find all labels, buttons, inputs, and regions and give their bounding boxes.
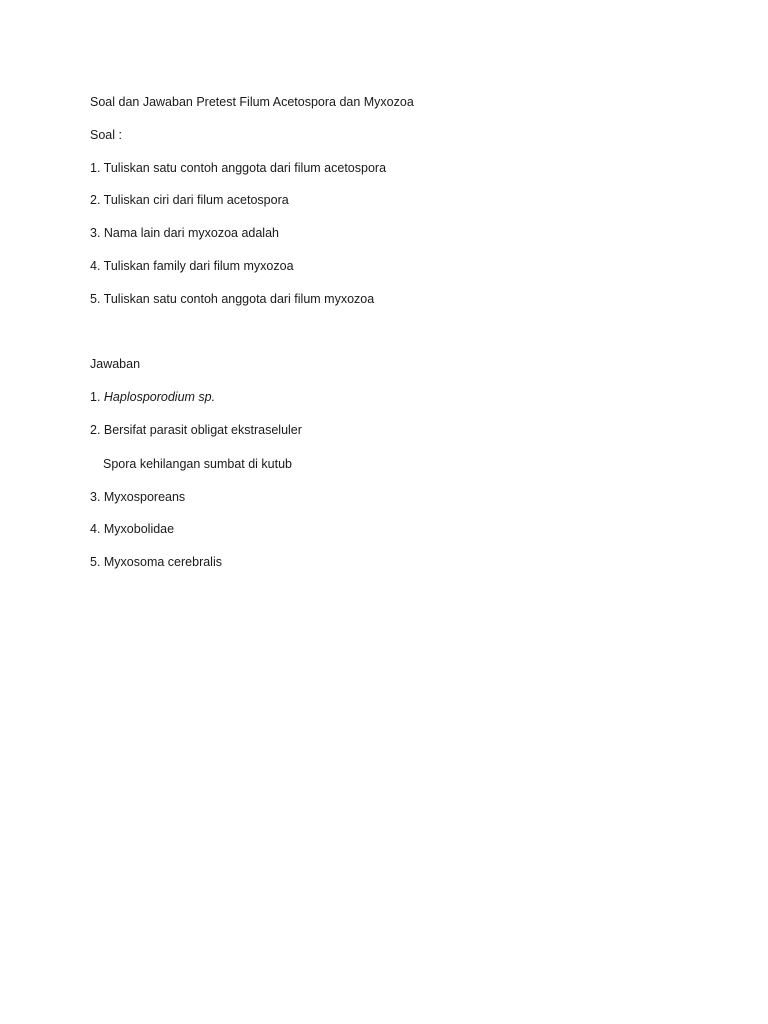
document-title: Soal dan Jawaban Pretest Filum Acetospora dan Myxozoa: [90, 95, 414, 109]
question-4: 4. Tuliskan family dari filum myxozoa: [90, 259, 294, 273]
question-1: 1. Tuliskan satu contoh anggota dari filum acetospora: [90, 161, 387, 175]
answer-1: [90, 389, 215, 405]
answer-2-line-1: 2. Bersifat parasit obligat ekstraseluler: [90, 423, 302, 437]
question-3: 3. Nama lain dari myxozoa adalah: [90, 226, 279, 240]
answer-1-number: 1.: [90, 390, 104, 404]
answer-4: 4. Myxobolidae: [90, 522, 175, 536]
answers-heading: Jawaban: [90, 357, 141, 371]
answer-5: 5. Myxosoma cerebralis: [90, 555, 222, 569]
questions-heading: Soal :: [90, 128, 122, 142]
answer-1-text: Haplosporodium sp.: [103, 390, 216, 404]
answer-3: 3. Myxosporeans: [90, 490, 186, 504]
question-5: 5. Tuliskan satu contoh anggota dari filum myxozoa: [90, 292, 375, 306]
answer-2-line-2: Spora kehilangan sumbat di kutub: [103, 457, 293, 471]
question-2: 2. Tuliskan ciri dari filum acetospora: [90, 193, 289, 207]
